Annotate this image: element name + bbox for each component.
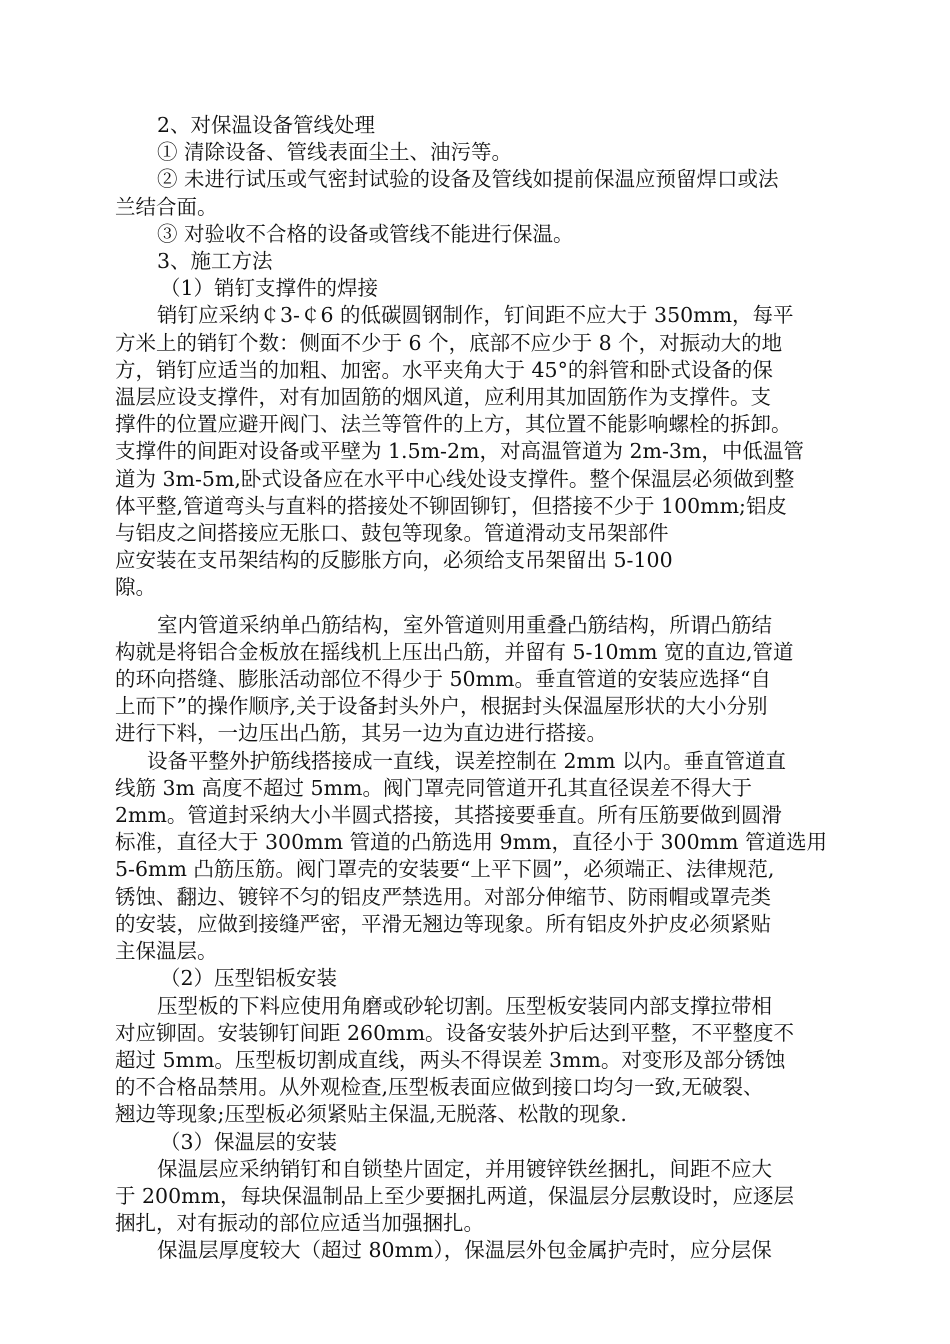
text-line: 压型板的下料应使用角磨或砂轮切割。压型板安装同内部支撑拉带相 <box>157 993 772 1018</box>
text-line: 的不合格品禁用。从外观检查,压型板表面应做到接口均匀一致,无破裂、 <box>115 1075 764 1100</box>
text-line: 应安装在支吊架结构的反膨胀方向，必须给支吊架留出 5-100 <box>115 548 673 573</box>
text-line: 翘边等现象;压型板必须紧贴主保温,无脱落、松散的现象. <box>115 1102 627 1127</box>
heading-pipe-treatment: 2、对保温设备管线处理 <box>157 113 376 137</box>
text-line: 保温层厚度较大（超过 80mm），保温层外包金属护壳时，应分层保 <box>157 1238 772 1263</box>
text-line: 保温层应采纳销钉和自锁垫片固定，并用镀锌铁丝捆扎，间距不应大 <box>157 1156 772 1181</box>
text-line: 5-6mm 凸筋压筋。阀门罩壳的安装要“上平下圆”，必须端正、法律规范, <box>115 857 775 882</box>
text-line: 锈蚀、翻边、镀锌不匀的铝皮严禁选用。对部分伸缩节、防雨帽或罩壳类 <box>115 884 771 909</box>
text-line: 体平整,管道弯头与直料的搭接处不铆固铆钉，但搭接不少于 100mm;铝皮 <box>115 493 787 518</box>
text-line: 上而下”的操作顺序,关于设备封头外户，根据封头保温屋形状的大小分别 <box>115 694 768 719</box>
text-line: 2mm。管道封采纳大小半圆式搭接，其搭接要垂直。所有压筋要做到圆滑 <box>115 803 782 828</box>
text-line: 的环向搭缝、膨胀活动部位不得少于 50mm。垂直管道的安装应选择“自 <box>115 667 771 692</box>
text-line: 构就是将铝合金板放在摇线机上压出凸筋，并留有 5-10mm 宽的直边,管道 <box>115 639 794 664</box>
text-line: 室内管道采纳单凸筋结构，室外管道则用重叠凸筋结构，所谓凸筋结 <box>157 612 772 637</box>
text-line: 于 200mm，每块保温制品上至少要捆扎两道，保温层分层敷设时，应逐层 <box>115 1183 795 1208</box>
text-line: 道为 3m-5m,卧式设备应在水平中心线处设支撑件。整个保温层必须做到整 <box>115 466 795 491</box>
text-line: 线筋 3m 高度不超过 5mm。阀门罩壳同管道开孔其直径误差不得大于 <box>115 775 752 800</box>
text-line: 隙。 <box>115 575 156 600</box>
text-line: 撑件的位置应避开阀门、法兰等管件的上方，其位置不能影响螺栓的拆卸。 <box>115 412 792 437</box>
subheading-pin-welding: （1）销钉支撑件的焊接 <box>160 276 379 301</box>
text-line: 主保温层。 <box>115 939 218 964</box>
text-line: 设备平整外护筋线搭接成一直线，误差控制在 2mm 以内。垂直管道直 <box>147 748 786 773</box>
text-line: 支撑件的间距对设备或平壁为 1.5m-2m，对高温管道为 2m-3m，中低温管 <box>115 439 804 464</box>
text-line: 方米上的销钉个数：侧面不少于 6 个，底部不应少于 8 个，对振动大的地 <box>115 330 783 355</box>
text-line: 与铝皮之间搭接应无胀口、鼓包等现象。管道滑动支吊架部件 <box>115 521 669 546</box>
text-line: 兰结合面。 <box>115 194 218 219</box>
text-line: 捆扎，对有振动的部位应适当加强捆扎。 <box>115 1211 484 1236</box>
text-line: ② 未进行试压或气密封试验的设备及管线如提前保温应预留焊口或法 <box>157 167 779 192</box>
text-line: ③ 对验收不合格的设备或管线不能进行保温。 <box>157 221 574 246</box>
subheading-aluminum-plate: （2）压型铝板安装 <box>160 966 338 991</box>
text-line: 标准，直径大于 300mm 管道的凸筋选用 9mm，直径小于 300mm 管道选用 <box>115 830 828 855</box>
text-line: 对应铆固。安装铆钉间距 260mm。设备安装外护后达到平整，不平整度不 <box>115 1020 795 1045</box>
text-line: 超过 5mm。压型板切割成直线，两头不得误差 3mm。对变形及部分锈蚀 <box>115 1047 786 1072</box>
text-line: 方，销钉应适当的加粗、加密。水平夹角大于 45°的斜管和卧式设备的保 <box>115 357 773 382</box>
heading-construction-method: 3、施工方法 <box>157 249 273 274</box>
text-line: 进行下料，一边压出凸筋，其另一边为直边进行搭接。 <box>115 721 607 746</box>
text-line: ① 清除设备、管线表面尘土、油污等。 <box>157 140 513 165</box>
text-line: 温层应设支撑件，对有加固筋的烟风道，应利用其加固筋作为支撑件。支 <box>115 385 771 410</box>
subheading-insulation-layer: （3）保温层的安装 <box>160 1129 338 1154</box>
document-body <box>115 112 837 1265</box>
text-line: 的安装，应做到接缝严密，平滑无翘边等现象。所有铝皮外护皮必须紧贴 <box>115 911 771 936</box>
text-line: 销钉应采纳￠3-￠6 的低碳圆钢制作，钉间距不应大于 350mm，每平 <box>157 303 794 328</box>
